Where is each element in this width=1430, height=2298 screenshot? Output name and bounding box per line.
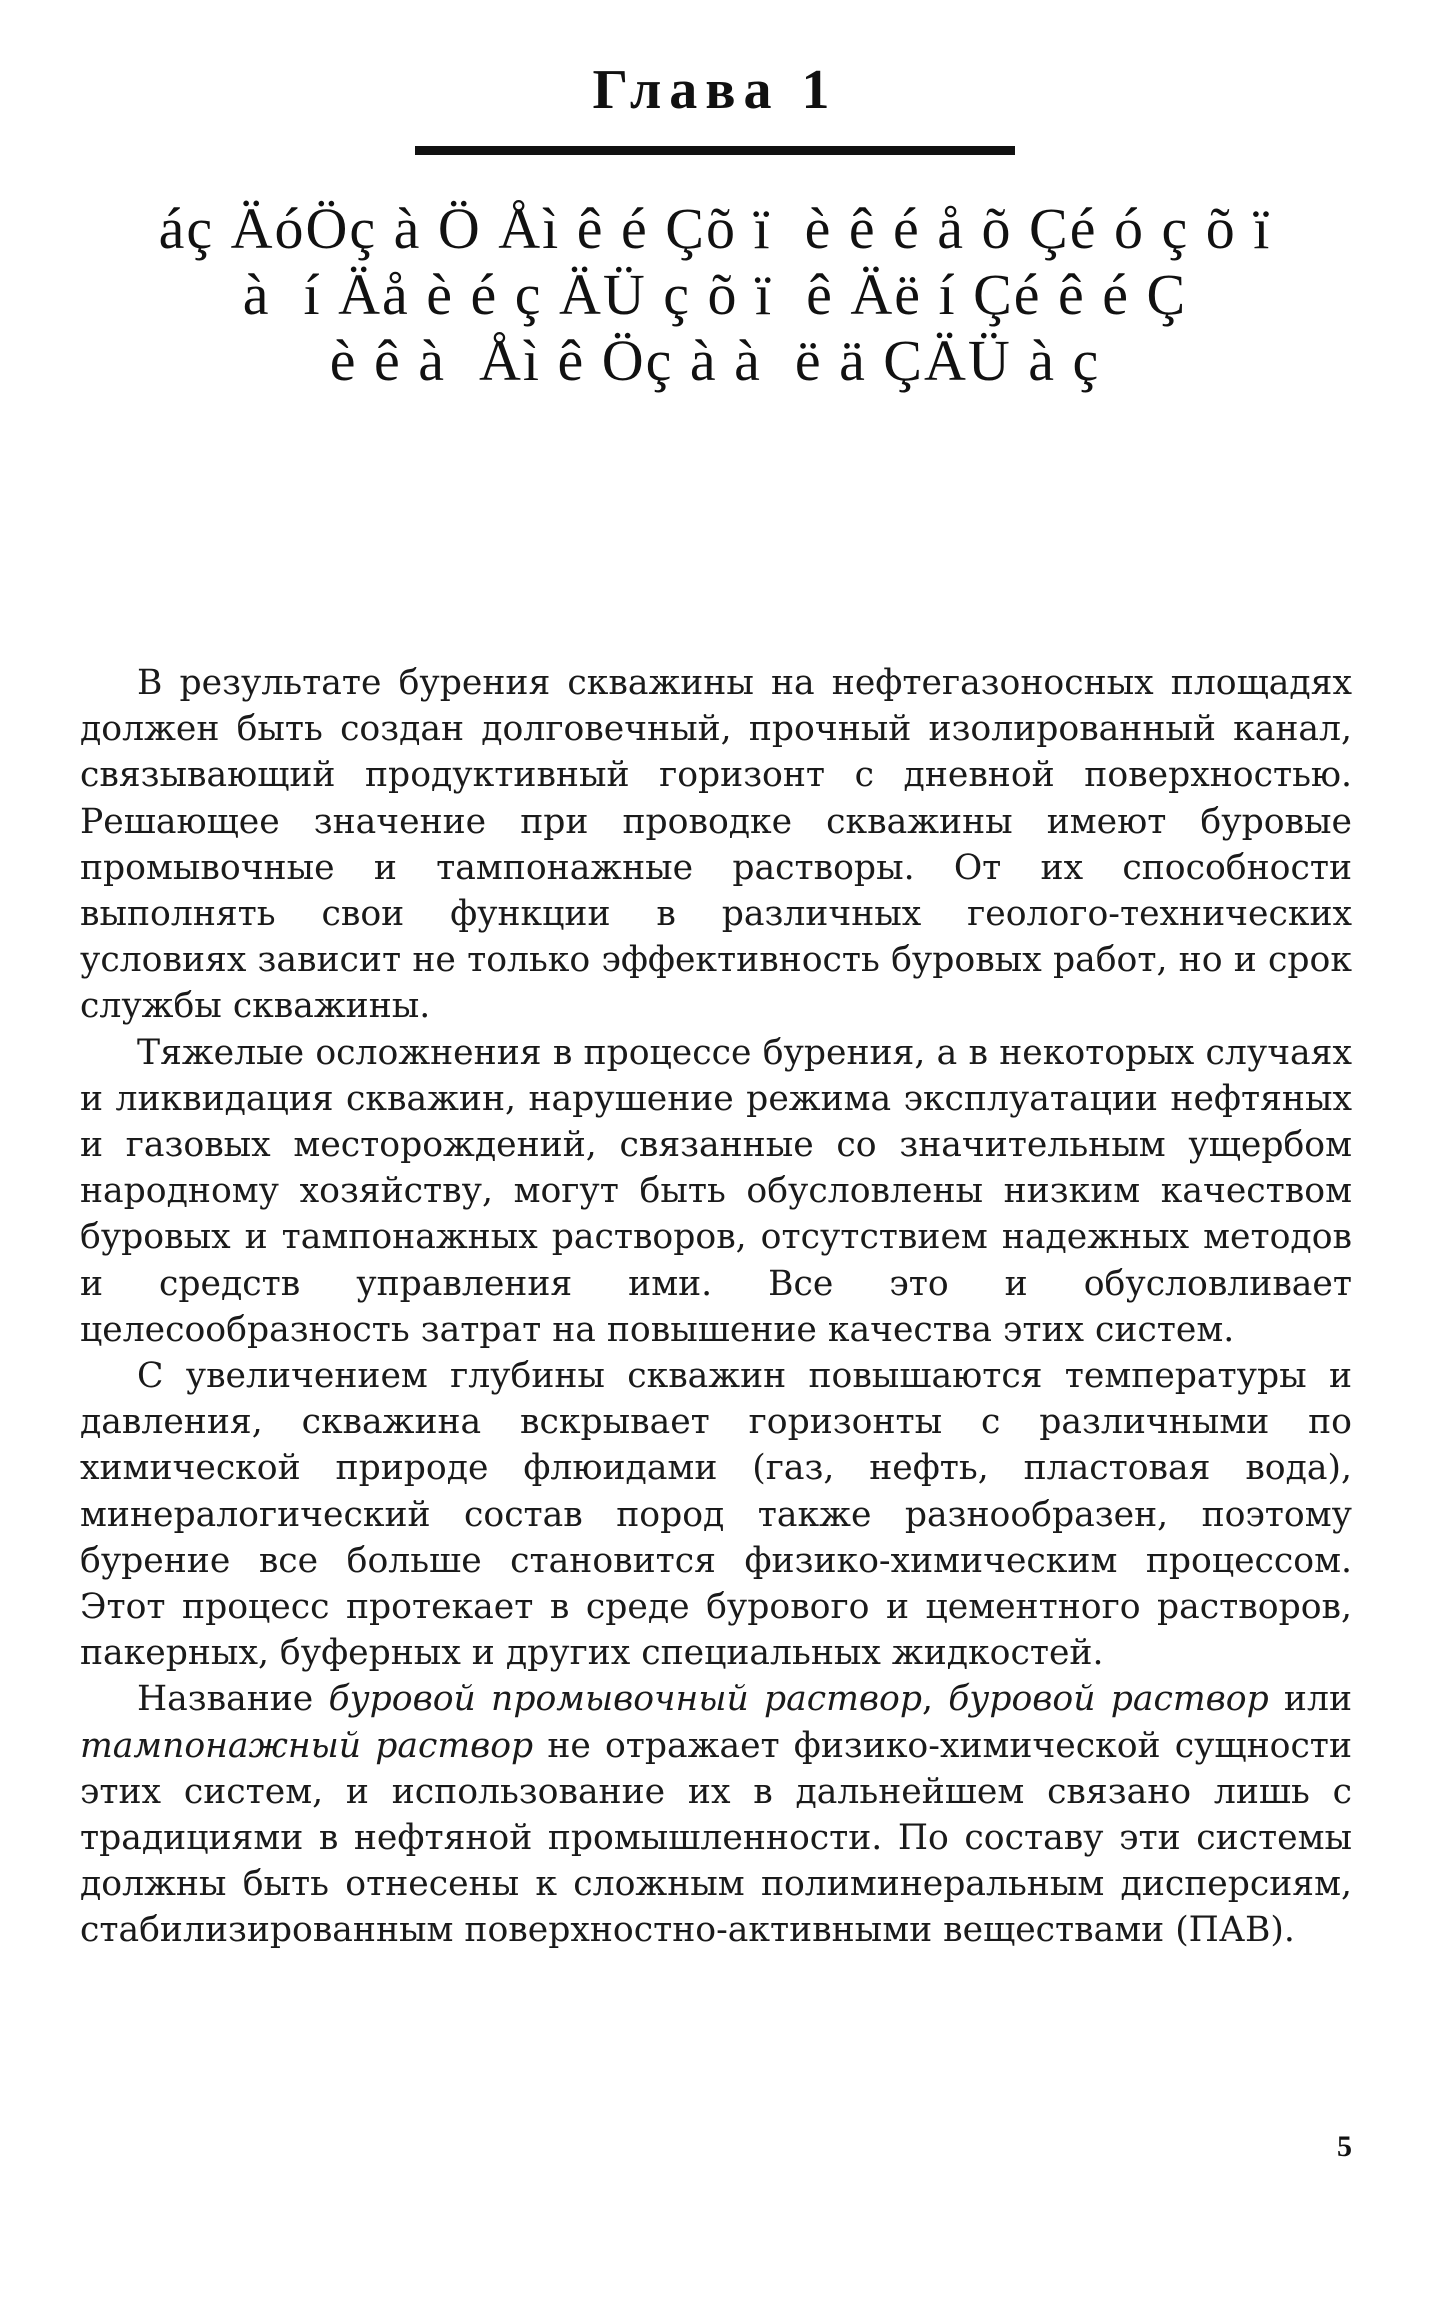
chapter-title-line: à í Äå è é ç ÄÜ ç õ ï ê Äë í Çé ê é Ç xyxy=(242,262,1188,327)
paragraph-text: В результате бурения скважины на нефтегазоносных площадях должен быть создан долговечный, прочный изолированный канал, связывающий продуктивный горизонт с дневной поверхностью. Решающее значение при проводке скважины имеют буровые промывочные и тампонажные растворы. От их способности выполнять свои функции в различных геолого-технических условиях зависит не только эффективность буровых работ, но и срок службы скважины. xyxy=(80,663,1352,1027)
paragraph-text: или xyxy=(1268,1679,1352,1720)
chapter-title xyxy=(100,196,1330,394)
chapter-label: Глава 1 xyxy=(592,59,838,121)
paragraph-text: Название xyxy=(137,1679,329,1720)
chapter-divider xyxy=(415,146,1015,155)
paragraph-text: С увеличением глубины скважин повышаются температуры и давления, скважина вскрывает горизонты с различными по химической природе флюидами (газ, нефть, пластовая вода), минералогический состав пород также разнообразен, поэтому бурение все больше становится физико-химическим процессом. Этот процесс протекает в среде бурового и цементного растворов, пакерных, буферных и других специальных жидкостей. xyxy=(80,1356,1352,1674)
italic-term: тампонажный раствор xyxy=(80,1725,534,1766)
paragraph-text: Тяжелые осложнения в процессе бурения, а в некоторых случаях и ликвидация скважин, нарушение режима эксплуатации нефтяных и газовых месторождений, связанные со значительным ущербом народному хозяйству, могут быть обусловлены низким качеством буровых и тампонажных растворов, отсутствием надежных методов и средств управления ими. Все это и обусловливает целесообразность затрат на повышение качества этих систем. xyxy=(80,1032,1352,1350)
paragraph xyxy=(80,660,1352,1030)
paragraph-text: , xyxy=(921,1679,949,1720)
page-number: 5 xyxy=(1337,2130,1352,2163)
paragraph xyxy=(80,1353,1352,1676)
italic-term: буровой раствор xyxy=(948,1679,1269,1720)
italic-term: буровой промывочный раствор xyxy=(328,1679,922,1720)
paragraph xyxy=(80,1676,1352,1953)
paragraph xyxy=(80,1030,1352,1353)
paragraph-text: не отражает физико-химической сущности этих систем, и использование их в дальнейшем связано лишь с традициями в нефтяной промышленности. По составу эти системы должны быть отнесены к сложным полиминеральным дисперсиям, стабилизированным поверхностно-активными веществами (ПАВ). xyxy=(80,1725,1352,1951)
body-text xyxy=(80,660,1352,1954)
chapter-title-line: áç ÄóÖç à Ö Åì ê é Çõ ï è ê é å õ Çé ó ç õ ï xyxy=(158,196,1272,261)
chapter-title-line: è ê à Åì ê Öç à à ë ä ÇÄÜ à ç xyxy=(329,328,1101,393)
